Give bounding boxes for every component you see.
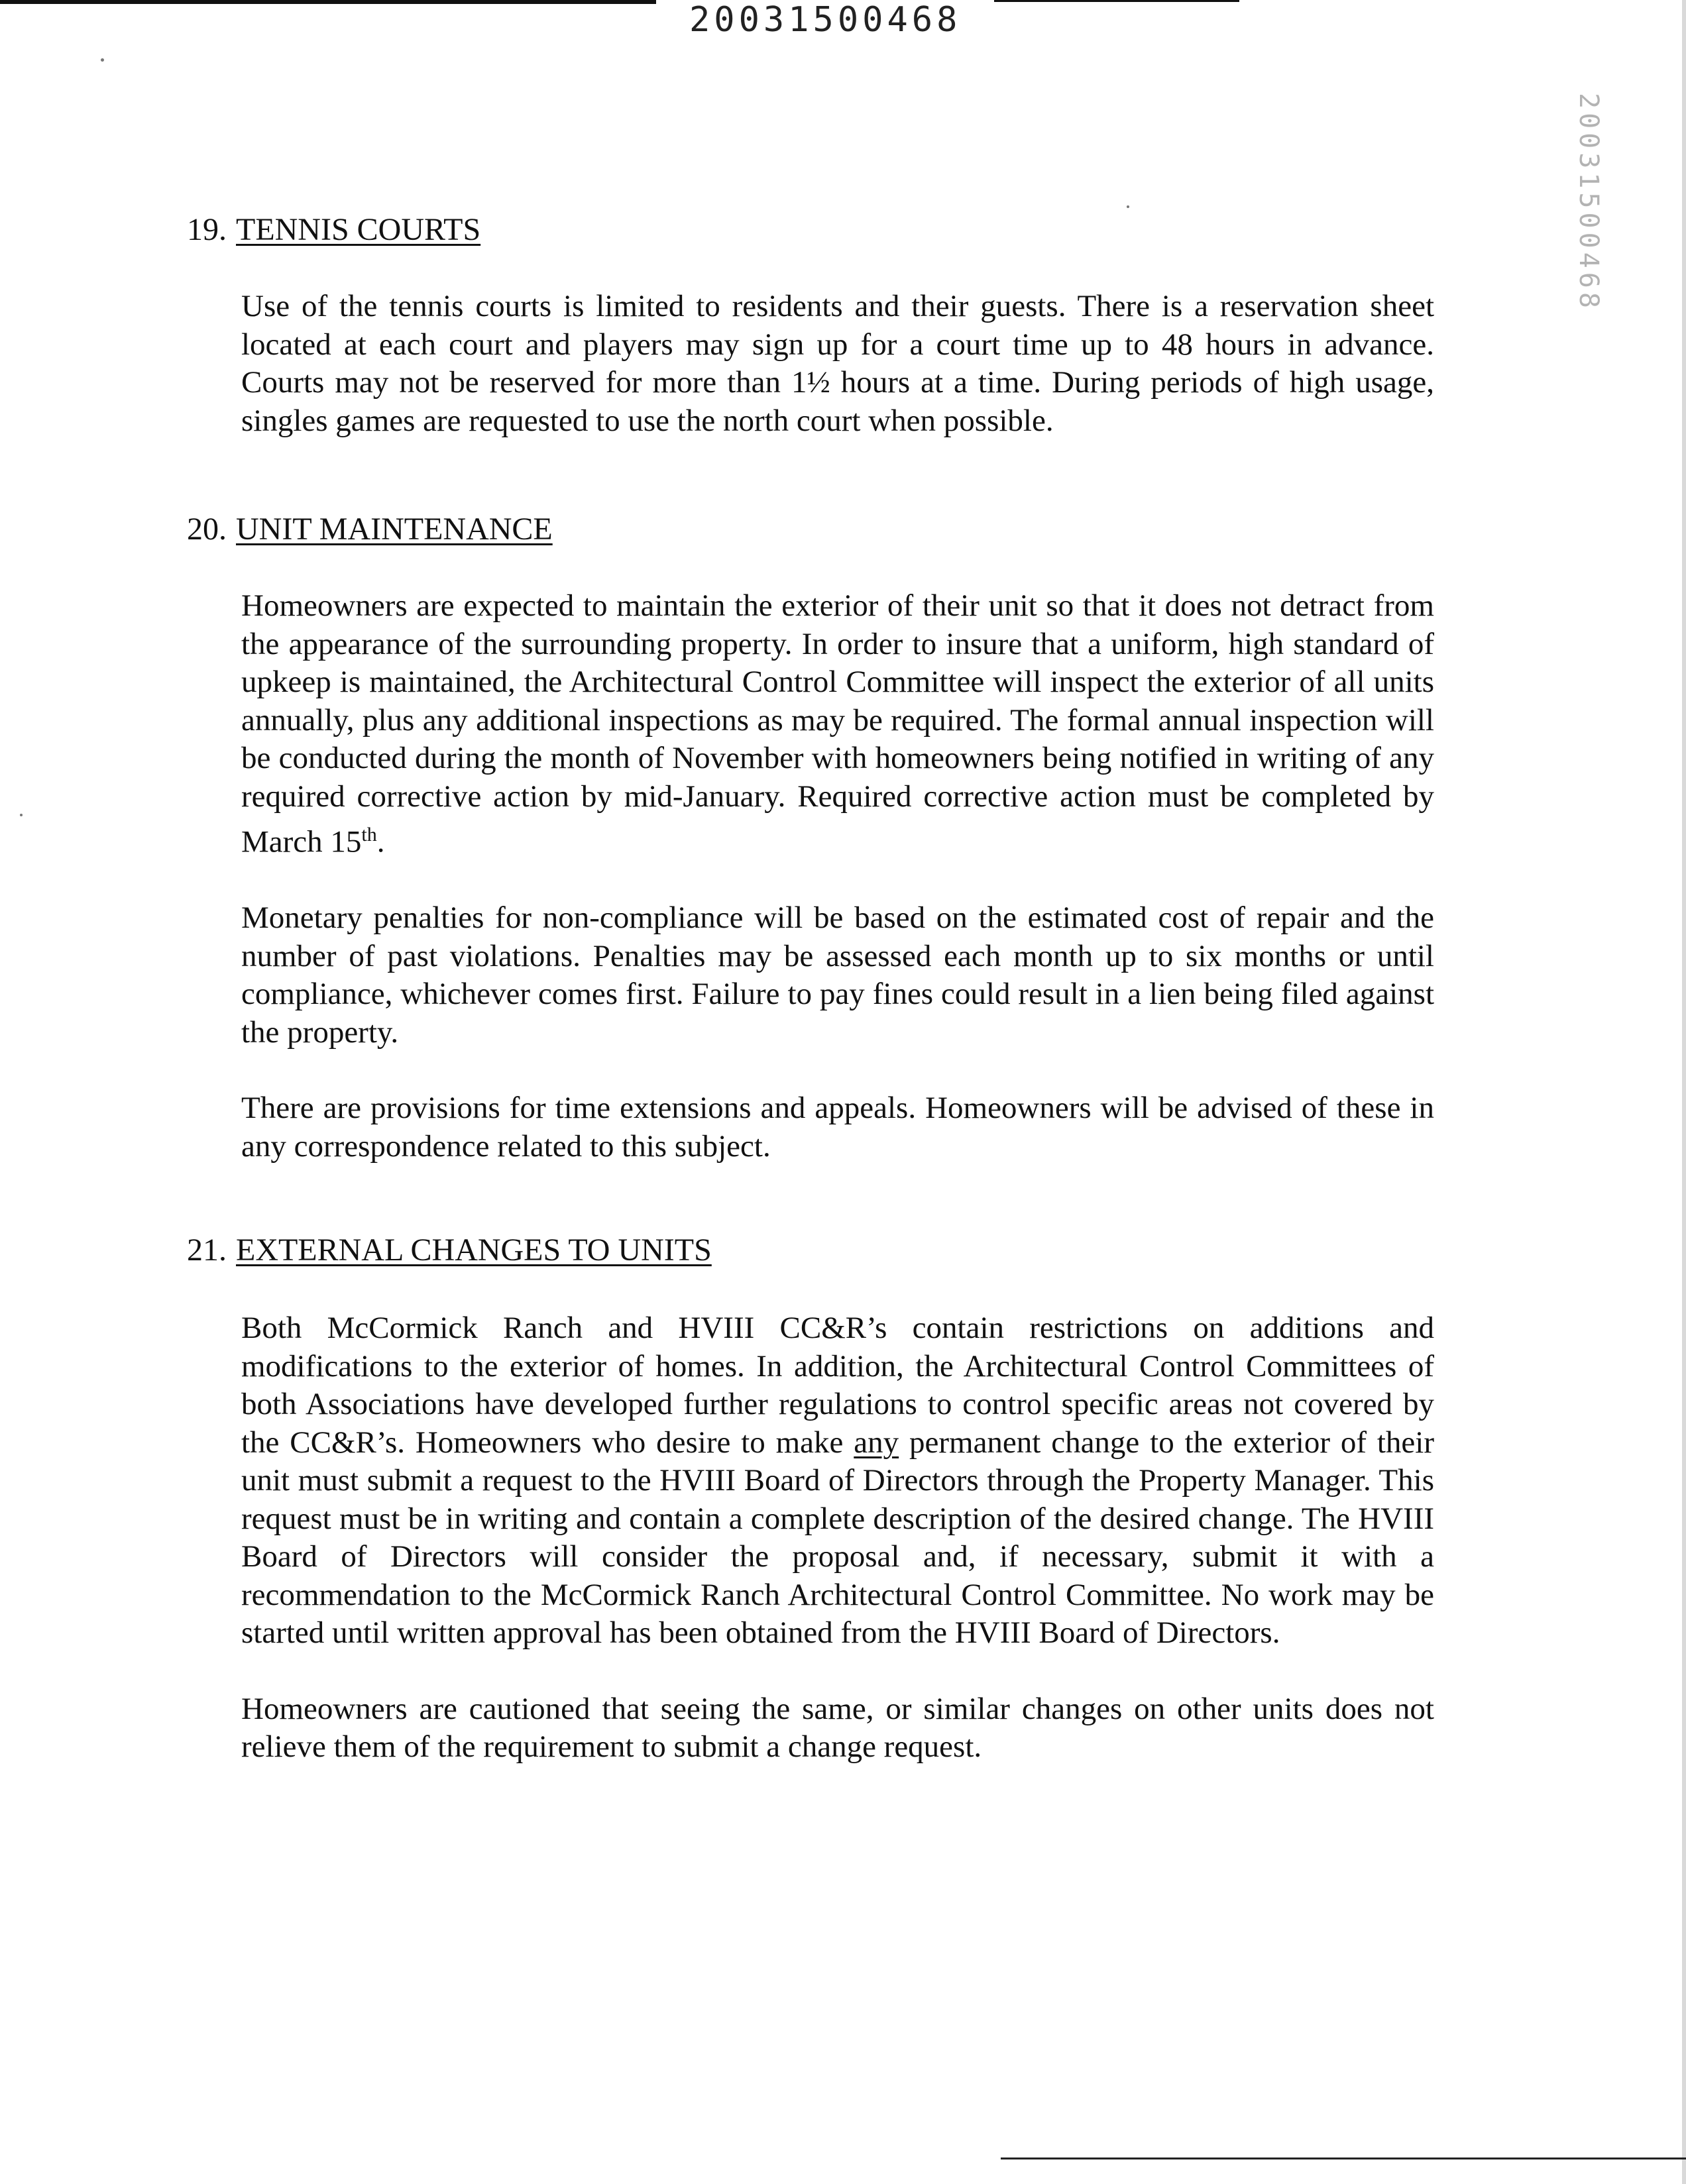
paragraph-text: Homeowners are expected to maintain the exterior of their unit so that it does not detract from the appearance of the surrounding property. In order to insure that a uniform, high standard of upkeep is maintained, the Architectural Control Committee will inspect the exterior of all units annually, plus any additional inspections as may be required. The formal annual inspection will be conducted during the month of November with homeowners being notified in writing of any required corrective action by mid-January. Required corrective action must be completed by March 15 (241, 588, 1434, 859)
ordinal-superscript: th (361, 824, 377, 846)
section-title: TENNIS COURTS (236, 212, 481, 247)
scan-speck (1127, 205, 1129, 208)
paragraph: There are provisions for time extensions and appeals. Homeowners will be advised of these in any correspondence related to this subject. (241, 1091, 1434, 1164)
top-left-rule (0, 0, 656, 4)
section-heading (187, 211, 1433, 249)
scan-speck (101, 58, 104, 62)
paragraph: Monetary penalties for non-compliance will be based on the estimated cost of repair and the number of past violations. Penalties may be assessed each month up to six months or until compliance, whichever comes first. Failure to pay fines could result in a lien being filed against the property. (241, 901, 1434, 1050)
section-title: UNIT MAINTENANCE (236, 512, 553, 547)
underlined-word: any (854, 1425, 899, 1460)
bottom-rule (1001, 2157, 1686, 2159)
paragraph-text: permanent change to the exterior of their unit must submit a request to the HVIII Board of Directors through the Property Manager. This request must be in writing and contain a complete description of the desired change. The HVIII Board of Directors will consider the proposal and, if necessary, submit it with a recommendation to the McCormick Ranch Architectural Control Committee. No work may be started until written approval has been obtained from the HVIII Board of Directors. (241, 1425, 1434, 1650)
scan-speck (20, 814, 23, 816)
document-number: 20031500468 (689, 0, 962, 40)
section-unit-maintenance (187, 510, 1433, 1166)
paragraph (241, 587, 1434, 861)
section-heading (187, 510, 1433, 549)
paragraph: Homeowners are cautioned that seeing the same, or similar changes on other units does not relieve them of the requirement to submit a change request. (241, 1691, 1434, 1764)
section-external-changes (187, 1231, 1433, 1767)
paragraph: Use of the tennis courts is limited to residents and their guests. There is a reservation sheet located at each court and players may sign up for a court time up to 48 hours in advance. Courts may not be reserved for more than 1½ hours at a time. During periods of high usage, singles games are requested to use the north court when possible. (241, 289, 1434, 438)
section-heading (187, 1231, 1433, 1270)
section-number: 19. (187, 212, 227, 247)
section-tennis-courts (187, 211, 1433, 440)
section-number: 20. (187, 512, 227, 547)
top-right-rule (994, 0, 1239, 2)
scan-edge (1682, 0, 1686, 2184)
paragraph-text: Both McCormick Ranch and HVIII CC&R’s contain restrictions on additions and modifications to the exterior of homes. In addition, the Architectural Control Committees of both Associations have developed further regulations to control specific areas not covered by the CC&R’s. Homeowners who desire to make (241, 1311, 1434, 1460)
section-title: EXTERNAL CHANGES TO UNITS (236, 1232, 712, 1268)
paragraph-end: . (376, 824, 385, 859)
section-number: 21. (187, 1232, 227, 1268)
paragraph (241, 1309, 1434, 1653)
side-stamp: 20031500468 (1573, 93, 1604, 312)
